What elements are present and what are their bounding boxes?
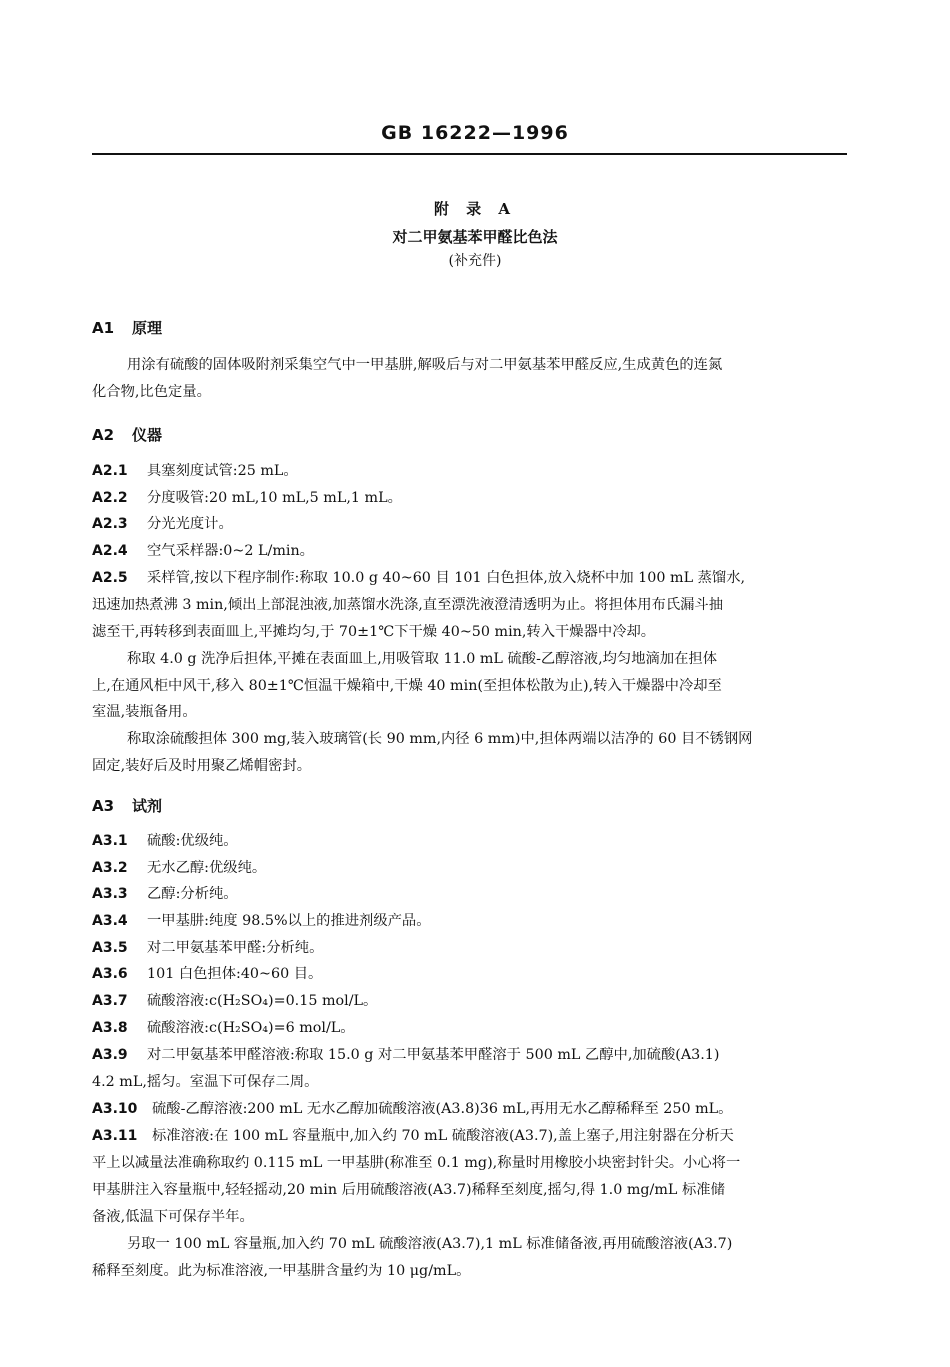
paragraph-line: 用涂有硫酸的固体吸附剂采集空气中一甲基肼,解吸后与对二甲氨基苯甲醛反应,生成黄色的连氮 bbox=[127, 357, 723, 373]
section-a1-heading bbox=[92, 317, 162, 338]
appendix-title: 附 录 A bbox=[433, 200, 517, 218]
section-title: 试剂 bbox=[132, 797, 163, 815]
list-item bbox=[92, 567, 745, 587]
item-number: A3.8 bbox=[92, 1020, 128, 1036]
list-item bbox=[92, 857, 266, 877]
item-text: 硫酸-乙醇溶液:200 mL 无水乙醇加硫酸溶液(A3.8)36 mL,再用无水乙醇稀释至 250 mL。 bbox=[152, 1101, 733, 1117]
section-number: A3 bbox=[92, 797, 115, 815]
list-item bbox=[92, 910, 431, 930]
item-number: A3.1 bbox=[92, 833, 128, 849]
standard-code: GB 16222—1996 bbox=[381, 122, 569, 144]
item-number: A2.2 bbox=[92, 490, 128, 506]
item-number: A2.3 bbox=[92, 516, 128, 532]
item-text: 标准溶液:在 100 mL 容量瓶中,加入约 70 mL 硫酸溶液(A3.7),盖上塞子,用注射器在分析天 bbox=[152, 1128, 734, 1144]
paragraph-line: 室温,装瓶备用。 bbox=[92, 704, 197, 720]
paragraph-line: 平上以减量法准确称取约 0.115 mL 一甲基肼(称准至 0.1 mg),称量时用橡胶小块密封针尖。小心将一 bbox=[92, 1155, 741, 1171]
list-item bbox=[92, 990, 377, 1010]
paragraph-line: 上,在通风柜中风干,移入 80±1℃恒温干燥箱中,干燥 40 min(至担体松散为止),转入干燥器中冷却至 bbox=[92, 678, 722, 694]
item-text: 空气采样器:0~2 L/min。 bbox=[147, 543, 314, 559]
list-item bbox=[92, 830, 238, 850]
appendix-subtitle: 对二甲氨基苯甲醛比色法 bbox=[392, 228, 558, 246]
list-item bbox=[92, 540, 314, 560]
list-item bbox=[92, 1044, 719, 1064]
item-text: 硫酸溶液:c(H₂SO₄)=6 mol/L。 bbox=[147, 1020, 355, 1036]
item-text: 分度吸管:20 mL,10 mL,5 mL,1 mL。 bbox=[147, 490, 402, 506]
item-text: 对二甲氨基苯甲醛:分析纯。 bbox=[147, 940, 324, 956]
item-text: 采样管,按以下程序制作:称取 10.0 g 40~60 目 101 白色担体,放入烧杯中加 100 mL 蒸馏水, bbox=[147, 570, 746, 586]
section-a2-heading bbox=[92, 424, 162, 445]
paragraph-line: 化合物,比色定量。 bbox=[92, 384, 211, 400]
item-text: 具塞刻度试管:25 mL。 bbox=[147, 463, 298, 479]
list-item bbox=[92, 1098, 732, 1118]
paragraph-line: 固定,装好后及时用聚乙烯帽密封。 bbox=[92, 758, 311, 774]
list-item bbox=[92, 1125, 734, 1145]
section-a3-heading bbox=[92, 795, 162, 816]
item-number: A3.11 bbox=[92, 1128, 138, 1144]
item-text: 101 白色担体:40~60 目。 bbox=[147, 966, 323, 982]
paragraph-line: 称取 4.0 g 洗净后担体,平摊在表面皿上,用吸管取 11.0 mL 硫酸-乙醇溶液,均匀地滴加在担体 bbox=[127, 651, 718, 667]
paragraph-line: 迅速加热煮沸 3 min,倾出上部混浊液,加蒸馏水洗涤,直至漂洗液澄清透明为止。将担体用布氏漏斗抽 bbox=[92, 597, 724, 613]
paragraph-line: 滤至干,再转移到表面皿上,平摊均匀,于 70±1℃下干燥 40~50 min,转入干燥器中冷却。 bbox=[92, 624, 656, 640]
paragraph-line: 甲基肼注入容量瓶中,轻轻摇动,20 min 后用硫酸溶液(A3.7)稀释至刻度,摇匀,得 1.0 mg/mL 标准储 bbox=[92, 1182, 725, 1198]
item-text: 分光光度计。 bbox=[147, 516, 233, 532]
item-number: A3.5 bbox=[92, 940, 128, 956]
section-title: 仪器 bbox=[132, 426, 163, 444]
paragraph-line: 另取一 100 mL 容量瓶,加入约 70 mL 硫酸溶液(A3.7),1 mL 标准储备液,再用硫酸溶液(A3.7) bbox=[127, 1236, 733, 1252]
item-text: 乙醇:分析纯。 bbox=[147, 886, 238, 902]
item-number: A3.3 bbox=[92, 886, 128, 902]
item-text: 硫酸溶液:c(H₂SO₄)=0.15 mol/L。 bbox=[147, 993, 378, 1009]
section-number: A2 bbox=[92, 426, 115, 444]
list-item bbox=[92, 487, 402, 507]
section-number: A1 bbox=[92, 319, 115, 337]
item-number: A3.10 bbox=[92, 1101, 138, 1117]
item-text: 对二甲氨基苯甲醛溶液:称取 15.0 g 对二甲氨基苯甲醛溶于 500 mL 乙醇中,加硫酸(A3.1) bbox=[147, 1047, 720, 1063]
paragraph-line: 4.2 mL,摇匀。室温下可保存二周。 bbox=[92, 1074, 319, 1090]
list-item bbox=[92, 937, 323, 957]
item-number: A2.5 bbox=[92, 570, 128, 586]
item-text: 硫酸:优级纯。 bbox=[147, 833, 238, 849]
item-number: A2.1 bbox=[92, 463, 128, 479]
appendix-note: (补充件) bbox=[448, 253, 502, 269]
paragraph-line: 称取涂硫酸担体 300 mg,装入玻璃管(长 90 mm,内径 6 mm)中,担体两端以洁净的 60 目不锈钢网 bbox=[127, 731, 753, 747]
item-text: 一甲基肼:纯度 98.5%以上的推进剂级产品。 bbox=[147, 913, 431, 929]
item-number: A3.6 bbox=[92, 966, 128, 982]
list-item bbox=[92, 460, 298, 480]
paragraph-line: 稀释至刻度。此为标准溶液,一甲基肼含量约为 10 μg/mL。 bbox=[92, 1263, 471, 1279]
item-text: 无水乙醇:优级纯。 bbox=[147, 860, 267, 876]
paragraph-line: 备液,低温下可保存半年。 bbox=[92, 1209, 254, 1225]
item-number: A3.7 bbox=[92, 993, 128, 1009]
item-number: A3.9 bbox=[92, 1047, 128, 1063]
item-number: A2.4 bbox=[92, 543, 128, 559]
list-item bbox=[92, 963, 322, 983]
item-number: A3.4 bbox=[92, 913, 128, 929]
section-title: 原理 bbox=[132, 319, 163, 337]
list-item bbox=[92, 1017, 355, 1037]
header-rule bbox=[92, 153, 847, 155]
list-item bbox=[92, 513, 233, 533]
item-number: A3.2 bbox=[92, 860, 128, 876]
list-item bbox=[92, 883, 238, 903]
